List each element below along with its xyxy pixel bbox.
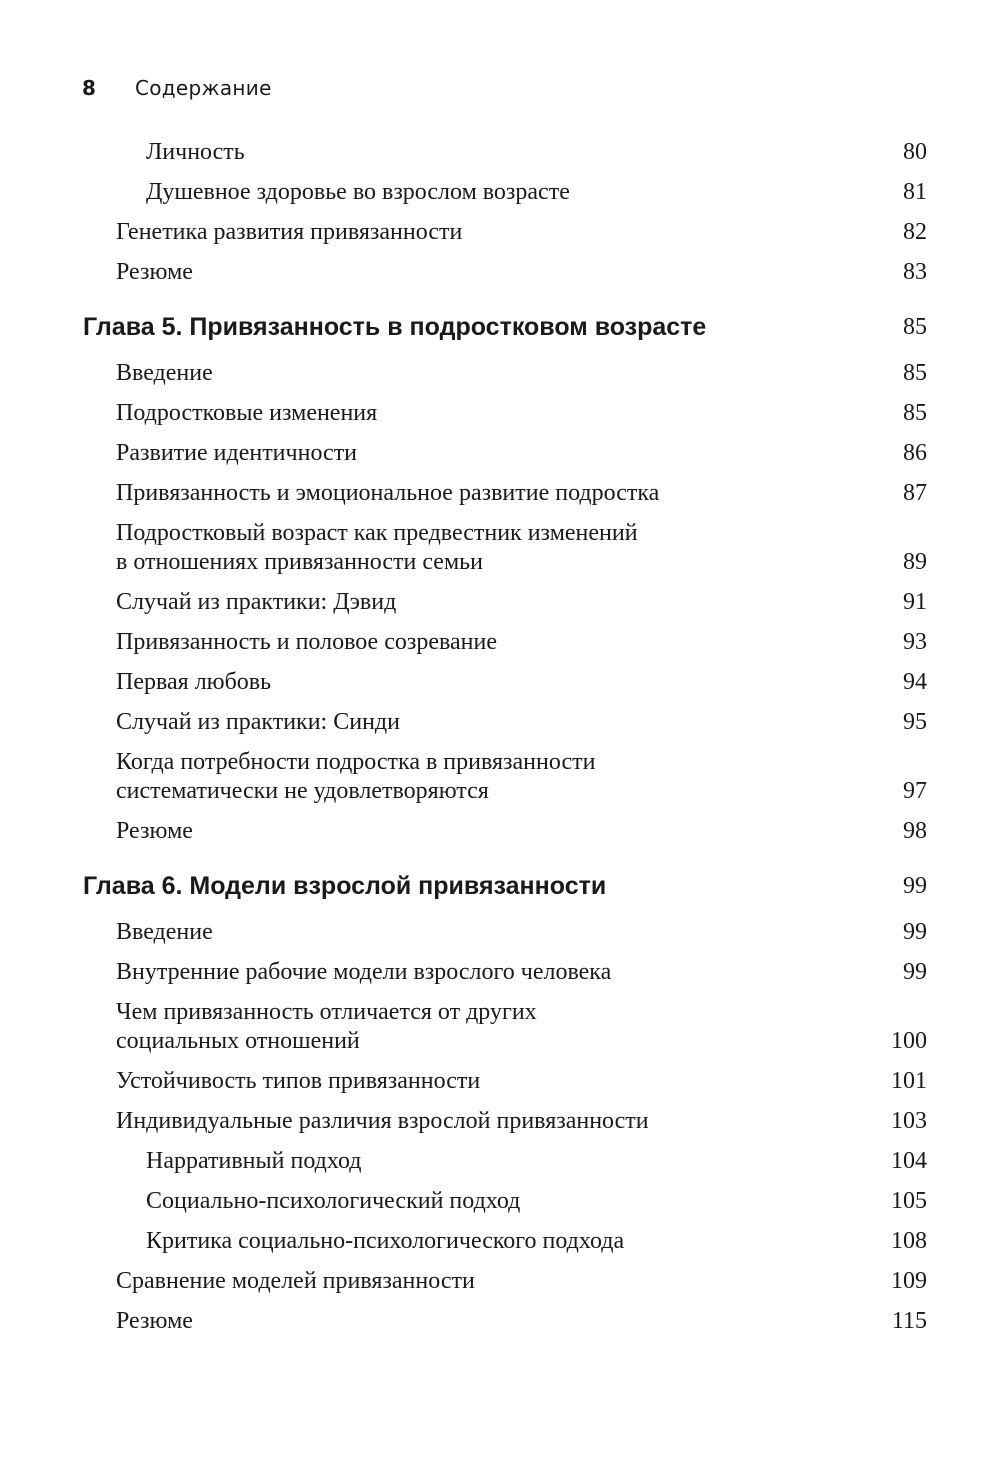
toc-entry-page: 97 <box>903 778 927 804</box>
running-header <box>82 76 272 100</box>
toc-entry <box>0 806 927 846</box>
toc-entry <box>0 947 927 987</box>
toc-entry <box>0 907 927 947</box>
table-of-contents <box>0 127 1000 1336</box>
toc-entry-page: 82 <box>903 219 927 245</box>
toc-entry-page: 83 <box>903 259 927 285</box>
toc-entry-title: Развитие идентичности <box>116 440 358 466</box>
toc-entry <box>0 1216 927 1256</box>
toc-entry-page: 87 <box>903 480 927 506</box>
toc-entry-title: Индивидуальные различия взрослой привязанности <box>116 1108 649 1134</box>
toc-entry-title: Первая любовь <box>116 669 272 695</box>
toc-entry-page: 105 <box>891 1188 927 1214</box>
toc-entry-title: Когда потребности подростка в привязанности систематически не удовлетворяются <box>116 749 596 804</box>
toc-entry-page: 104 <box>891 1148 927 1174</box>
toc-entry-title: Привязанность и половое созревание <box>116 629 497 655</box>
toc-entry-title: Глава 5. Привязанность в подростковом возрасте <box>83 313 707 341</box>
toc-entry-title: Генетика развития привязанности <box>116 219 463 245</box>
toc-chapter <box>0 304 927 348</box>
toc-entry-title: Душевное здоровье во взрослом возрасте <box>146 179 570 205</box>
toc-entry <box>0 737 927 806</box>
toc-entry-title: Критика социально-психологического подхода <box>146 1228 625 1254</box>
toc-entry <box>0 428 927 468</box>
toc-entry-page: 81 <box>903 179 927 205</box>
toc-entry-title: Чем привязанность отличается от других социальных отношений <box>116 999 537 1054</box>
toc-entry-page: 85 <box>903 314 927 340</box>
toc-entry-title: Случай из практики: Синди <box>116 709 400 735</box>
toc-entry-page: 85 <box>903 360 927 386</box>
toc-entry-page: 91 <box>903 589 927 615</box>
toc-entry-page: 99 <box>903 959 927 985</box>
toc-entry <box>0 127 927 167</box>
toc-entry <box>0 468 927 508</box>
toc-entry-page: 108 <box>891 1228 927 1254</box>
toc-entry <box>0 1296 927 1336</box>
toc-entry <box>0 1136 927 1176</box>
toc-entry-title: Резюме <box>116 818 193 844</box>
toc-entry <box>0 1056 927 1096</box>
toc-chapter <box>0 863 927 907</box>
toc-entry-title: Глава 6. Модели взрослой привязанности <box>83 872 607 900</box>
toc-entry-title: Сравнение моделей привязанности <box>116 1268 475 1294</box>
toc-entry-page: 95 <box>903 709 927 735</box>
toc-entry-title: Введение <box>116 919 213 945</box>
toc-entry-title: Подростковые изменения <box>116 400 378 426</box>
toc-entry-title: Устойчивость типов привязанности <box>116 1068 481 1094</box>
toc-entry-page: 115 <box>891 1308 927 1334</box>
toc-entry-title: Подростковый возраст как предвестник изменений в отношениях привязанности семьи <box>116 520 638 575</box>
toc-entry <box>0 247 927 287</box>
running-title: Содержание <box>135 76 272 100</box>
toc-entry-page: 99 <box>903 873 927 899</box>
toc-entry <box>0 577 927 617</box>
toc-entry-page: 100 <box>891 1028 927 1054</box>
toc-entry-page: 89 <box>903 549 927 575</box>
toc-entry-title: Нарративный подход <box>146 1148 362 1174</box>
toc-entry-page: 80 <box>903 139 927 165</box>
toc-entry-title: Введение <box>116 360 213 386</box>
toc-entry-title: Резюме <box>116 1308 193 1334</box>
toc-entry <box>0 207 927 247</box>
toc-entry-page: 98 <box>903 818 927 844</box>
toc-entry-page: 109 <box>891 1268 927 1294</box>
toc-entry <box>0 617 927 657</box>
toc-entry-title: Случай из практики: Дэвид <box>116 589 397 615</box>
toc-entry-title: Личность <box>146 139 245 165</box>
toc-entry-title: Внутренние рабочие модели взрослого человека <box>116 959 612 985</box>
toc-entry <box>0 1096 927 1136</box>
toc-entry <box>0 348 927 388</box>
toc-entry-title: Социально-психологический подход <box>146 1188 521 1214</box>
toc-entry-page: 101 <box>891 1068 927 1094</box>
toc-entry <box>0 508 927 577</box>
toc-entry-title: Привязанность и эмоциональное развитие подростка <box>116 480 660 506</box>
toc-entry-page: 99 <box>903 919 927 945</box>
toc-entry <box>0 697 927 737</box>
toc-entry-page: 94 <box>903 669 927 695</box>
toc-entry-page: 103 <box>891 1108 927 1134</box>
toc-entry <box>0 1176 927 1216</box>
toc-entry <box>0 657 927 697</box>
page-number: 8 <box>82 76 96 100</box>
toc-entry-page: 86 <box>903 440 927 466</box>
toc-entry-page: 85 <box>903 400 927 426</box>
toc-entry-title: Резюме <box>116 259 193 285</box>
toc-entry <box>0 1256 927 1296</box>
toc-entry <box>0 167 927 207</box>
toc-entry <box>0 388 927 428</box>
toc-entry-page: 93 <box>903 629 927 655</box>
toc-entry <box>0 987 927 1056</box>
